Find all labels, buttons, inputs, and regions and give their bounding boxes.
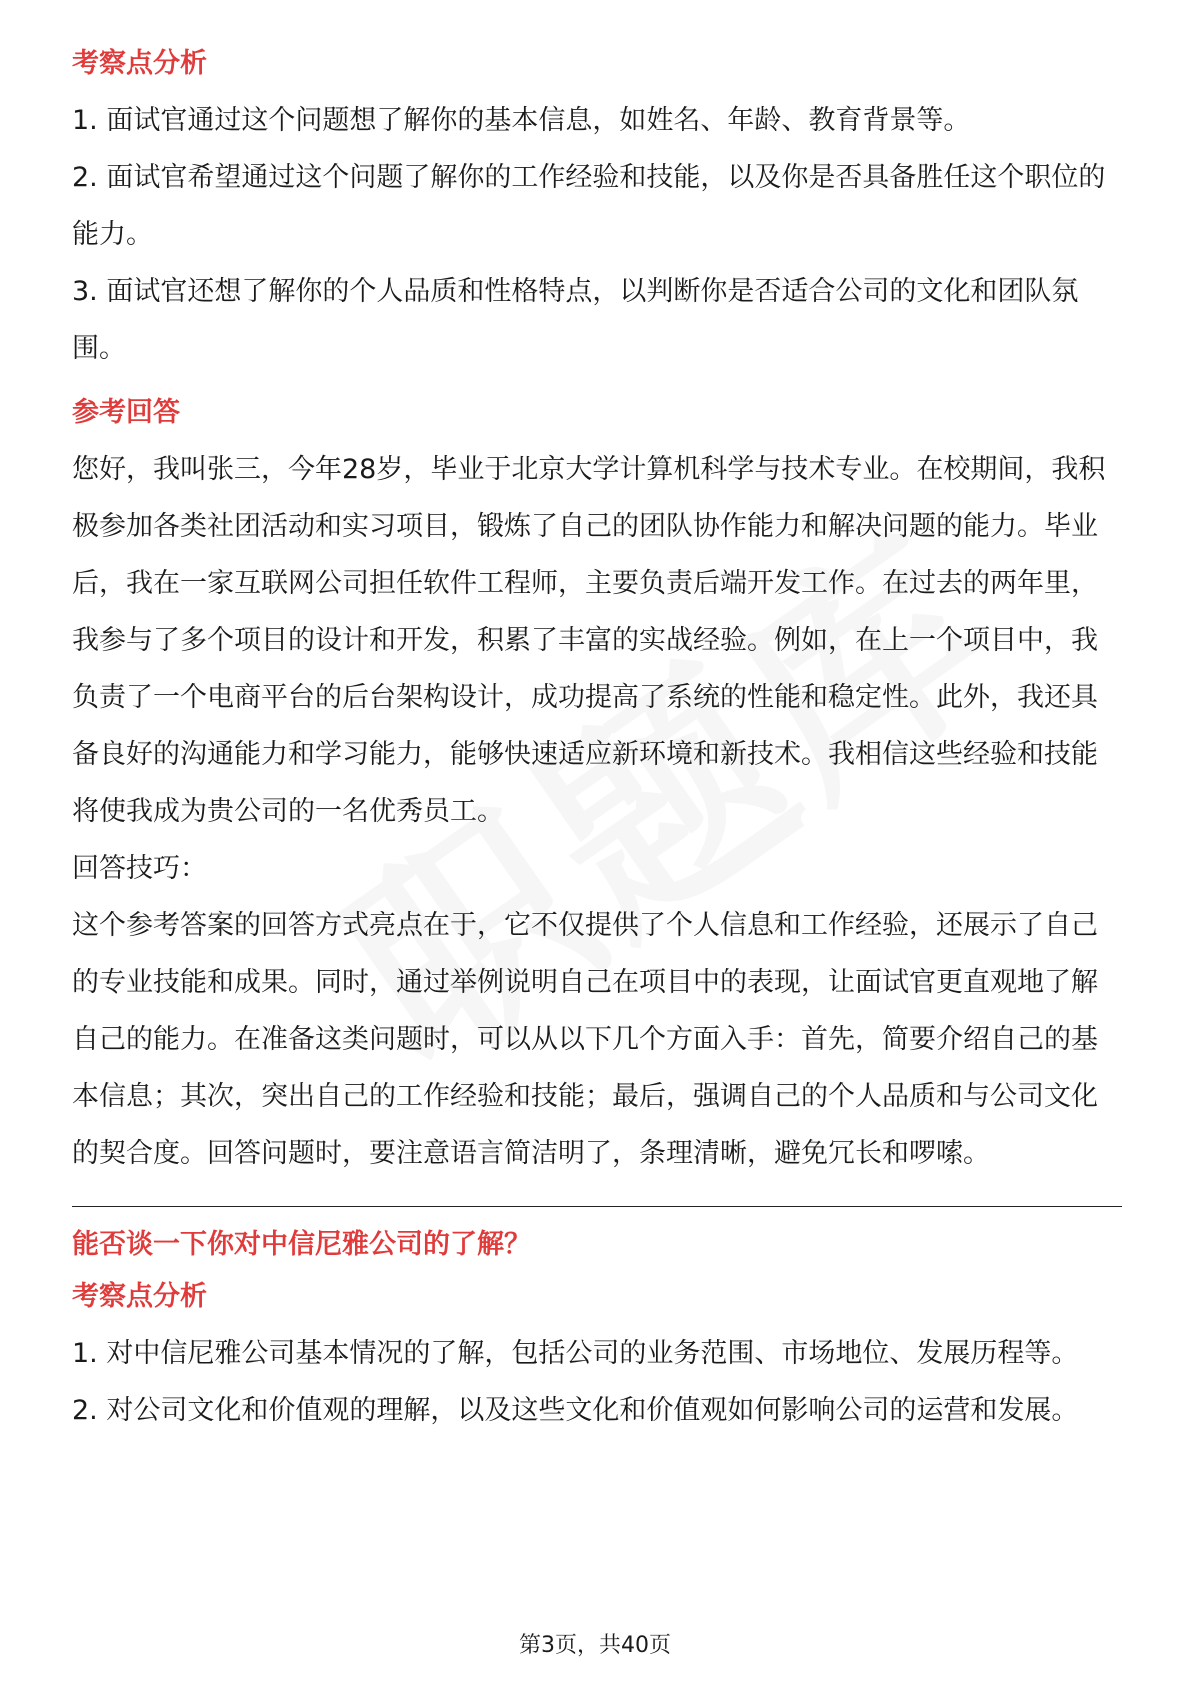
analysis-item: 3. 面试官还想了解你的个人品质和性格特点，以判断你是否适合公司的文化和团队氛围。 [72, 276, 1079, 364]
analysis-item: 2. 面试官希望通过这个问题了解你的工作经验和技能，以及你是否具备胜任这个职位的能力。 [72, 162, 1106, 250]
page-number: 第3页，共40页 [519, 1633, 671, 1658]
tips-label: 回答技巧： [72, 853, 207, 884]
analysis-item: 1. 面试官通过这个问题想了解你的基本信息，如姓名、年龄、教育背景等。 [72, 105, 971, 136]
answer-heading: 参考回答 [72, 397, 180, 428]
analysis-item: 1. 对中信尼雅公司基本情况的了解，包括公司的业务范围、市场地位、发展历程等。 [72, 1338, 1079, 1369]
analysis-list-1 [72, 92, 1122, 377]
section-divider [72, 1206, 1122, 1207]
question-title: 能否谈一下你对中信尼雅公司的了解？ [72, 1229, 531, 1260]
analysis-heading-1: 考察点分析 [72, 48, 207, 79]
tips-text: 这个参考答案的回答方式亮点在于，它不仅提供了个人信息和工作经验，还展示了自己的专业技能和成果。同时，通过举例说明自己在项目中的表现，让面试官更直观地了解自己的能力。在准备这类问题时，可以从以下几个方面入手：首先，简要介绍自己的基本信息；其次，突出自己的工作经验和技能；最后，强调自己的个人品质和与公司文化的契合度。回答问题时，要注意语言简洁明了，条理清晰，避免冗长和啰嗦。 [72, 910, 1098, 1169]
answer-text: 您好，我叫张三，今年28岁，毕业于北京大学计算机科学与技术专业。在校期间，我积极参加各类社团活动和实习项目，锻炼了自己的团队协作能力和解决问题的能力。毕业后，我在一家互联网公司担任软件工程师，主要负责后端开发工作。在过去的两年里，我参与了多个项目的设计和开发，积累了丰富的实战经验。例如，在上一个项目中，我负责了一个电商平台的后台架构设计，成功提高了系统的性能和稳定性。此外，我还具备良好的沟通能力和学习能力，能够快速适应新环境和新技术。我相信这些经验和技能将使我成为贵公司的一名优秀员工。 [72, 454, 1106, 827]
analysis-list-2 [72, 1325, 1122, 1439]
analysis-item: 2. 对公司文化和价值观的理解，以及这些文化和价值观如何影响公司的运营和发展。 [72, 1395, 1079, 1426]
analysis-heading-2: 考察点分析 [72, 1281, 207, 1312]
document-content [72, 46, 1122, 1439]
